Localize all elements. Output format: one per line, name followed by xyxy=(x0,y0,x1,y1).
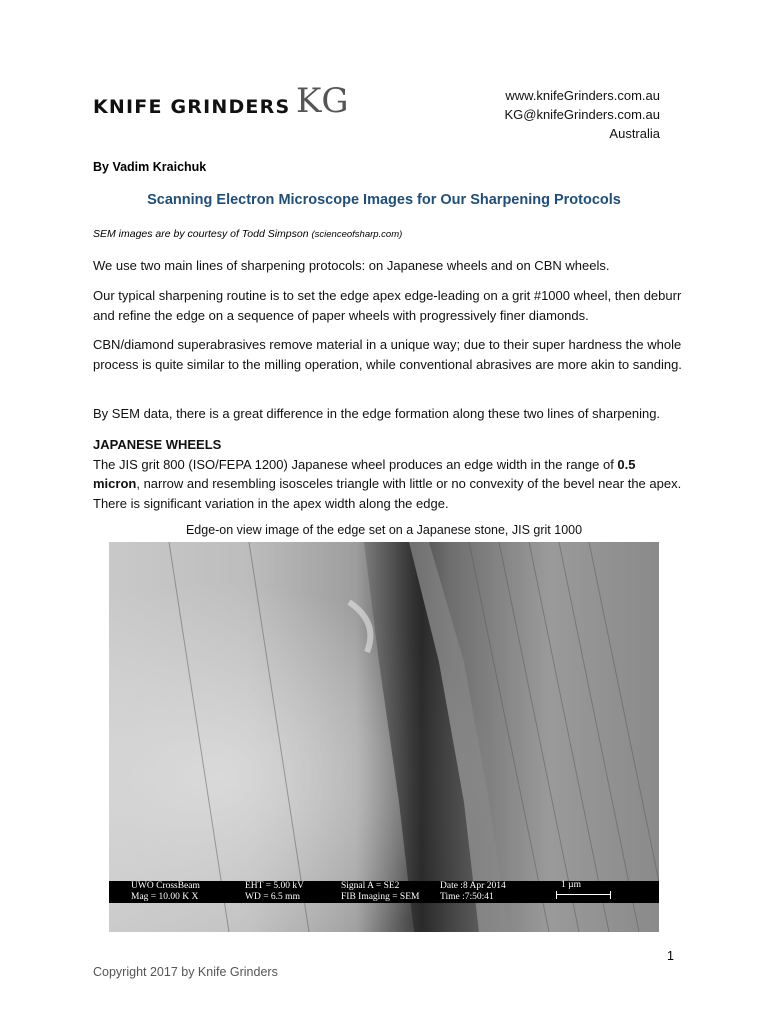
copyright-notice: Copyright 2017 by Knife Grinders xyxy=(93,965,278,979)
sem-mag: Mag = 10.00 K X xyxy=(131,892,199,902)
sem-instrument: UWO CrossBeam xyxy=(131,881,200,891)
sem-micrograph xyxy=(109,542,659,932)
sem-signal: Signal A = SE2 xyxy=(341,881,400,891)
website-link[interactable]: www.knifeGrinders.com.au xyxy=(505,88,660,103)
credit-text: SEM images are by courtesy of Todd Simpson xyxy=(93,228,309,240)
paragraph-3: CBN/diamond superabrasives remove material in a unique way; due to their super hardness the whole process is quite similar to the milling operation, while conventional abrasives are more akin to sanding. xyxy=(93,337,682,372)
sem-date: Date :8 Apr 2014 xyxy=(440,881,506,891)
sem-imaging: FIB Imaging = SEM xyxy=(341,892,420,902)
credit-source: (scienceofsharp.com) xyxy=(311,229,403,240)
paragraph-4: By SEM data, there is a great difference in the edge formation along these two lines of sharpening. xyxy=(93,406,661,421)
sem-image xyxy=(109,542,659,932)
page-number: 1 xyxy=(667,949,674,963)
logo-monogram-letters: KG xyxy=(296,81,349,121)
sem-databar xyxy=(109,881,659,903)
contact-block xyxy=(504,86,660,143)
figure-caption: Edge-on view image of the edge set on a Japanese stone, JIS grit 1000 xyxy=(185,523,583,537)
logo-monogram xyxy=(293,81,349,124)
image-credit xyxy=(93,228,402,240)
country-label: Australia xyxy=(609,126,660,141)
section-text-before: The JIS grit 800 (ISO/FEPA 1200) Japanese wheel produces an edge width in the range of xyxy=(93,456,618,472)
section-japanese-wheels xyxy=(93,435,683,513)
section-highlight: 0.5 micron xyxy=(93,456,636,491)
sem-time: Time :7:50:41 xyxy=(440,892,494,902)
section-heading: JAPANESE WHEELS xyxy=(93,437,222,452)
section-body xyxy=(93,455,683,514)
document-title: Scanning Electron Microscope Images for Our Sharpening Protocols xyxy=(147,192,621,208)
sem-eht: EHT = 5.00 kV xyxy=(245,881,305,891)
sem-scale-bar xyxy=(556,894,611,895)
paragraph-2: Our typical sharpening routine is to set the edge apex edge-leading on a grit #1000 wheel, then deburr and refine the edge on a sequence of paper wheels with progressively finer diamonds. xyxy=(93,288,682,323)
sem-scale-label: 1 µm xyxy=(561,880,581,890)
paragraph-1: We use two main lines of sharpening protocols: on Japanese wheels and on CBN wheels. xyxy=(93,258,610,273)
section-text-after: , narrow and resembling isosceles triangle with little or no convexity of the bevel near the apex. There is significant variation in the apex width along the edge. xyxy=(93,476,682,511)
logo-text: KNIFE GRINDERS xyxy=(93,96,291,118)
sem-wd: WD = 6.5 mm xyxy=(245,892,300,902)
email-link[interactable]: KG@knifeGrinders.com.au xyxy=(504,107,660,122)
author-byline: By Vadim Kraichuk xyxy=(93,160,207,174)
